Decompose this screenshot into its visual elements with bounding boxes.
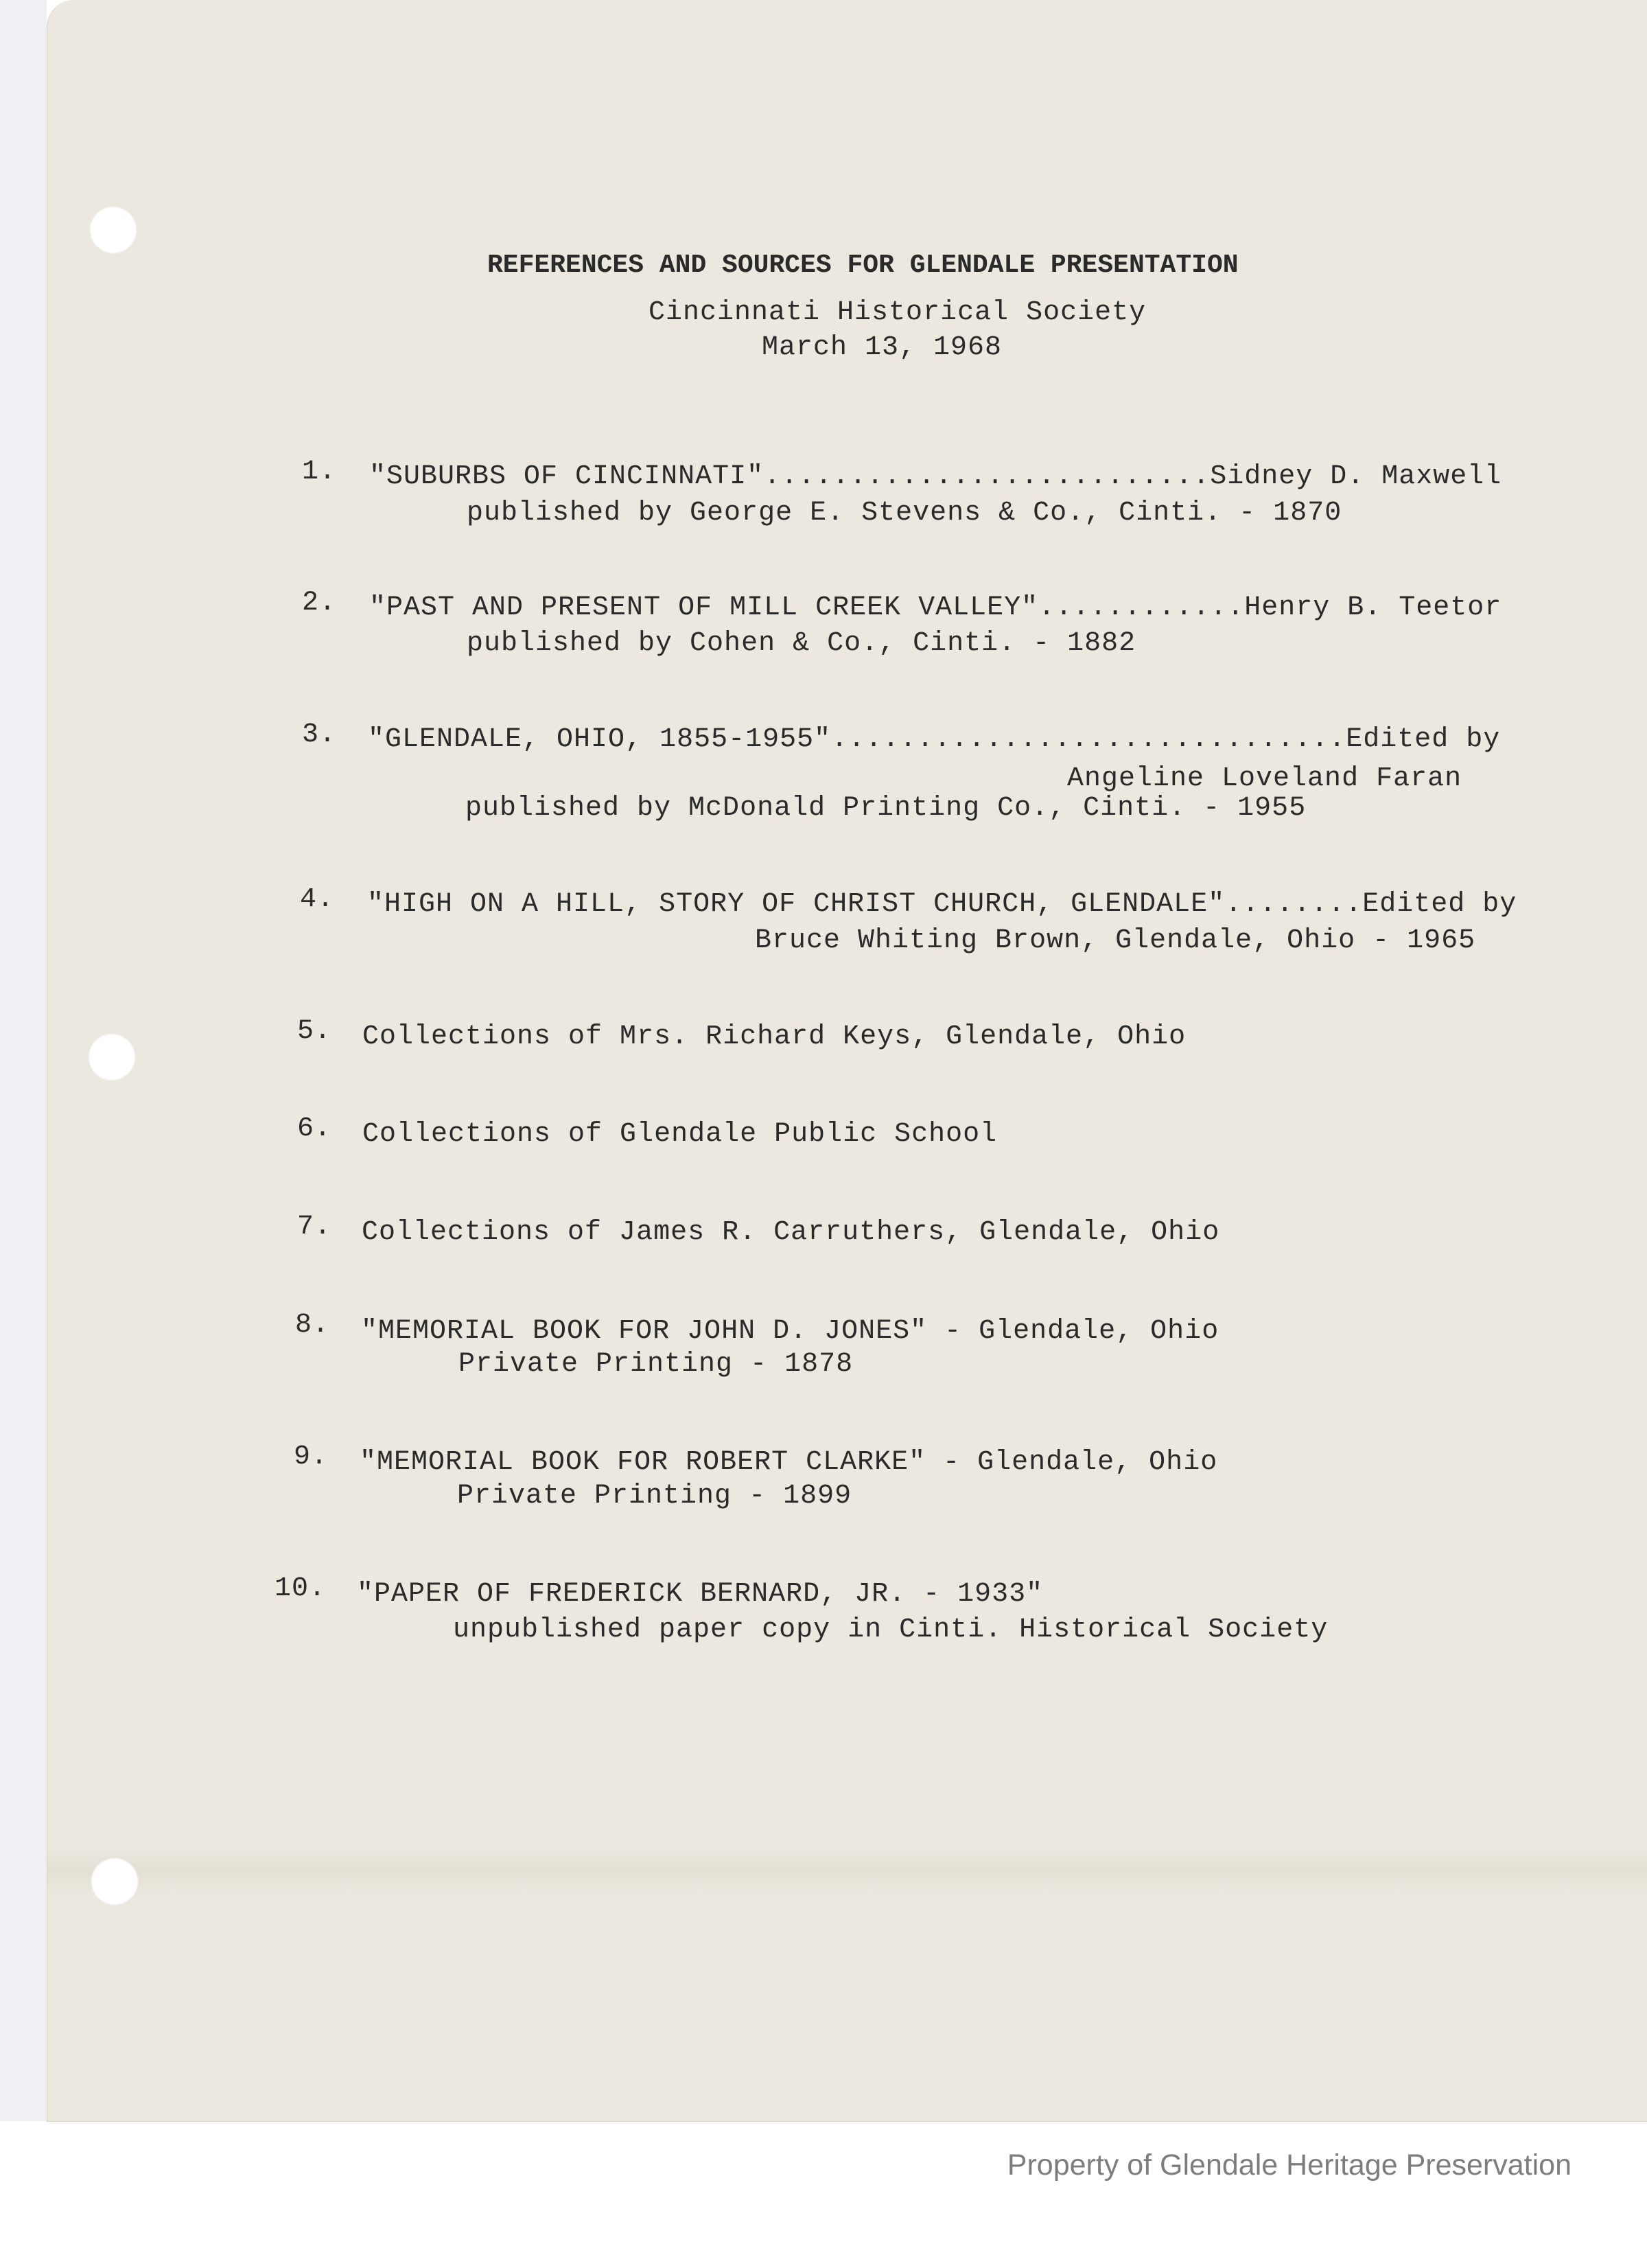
reference-number: 8. (295, 1310, 330, 1341)
reference-title-text: "SUBURBS OF CINCINNATI" (369, 461, 764, 492)
reference-editor: Bruce Whiting Brown, Glendale, Ohio - 1965 (755, 925, 1476, 956)
reference-title-text: "PAST AND PRESENT OF MILL CREEK VALLEY" (369, 592, 1039, 623)
reference-title: Collections of Glendale Public School (362, 1119, 998, 1150)
reference-author: Henry B. Teetor (1244, 592, 1502, 623)
reference-title: Collections of Mrs. Richard Keys, Glendale, Ohio (362, 1021, 1187, 1052)
dot-leader: .............................. (831, 724, 1346, 755)
reference-title (369, 461, 1502, 492)
reference-number: 5. (297, 1016, 332, 1047)
reference-number: 9. (294, 1442, 329, 1472)
reference-title: "MEMORIAL BOOK FOR JOHN D. JONES" - Glendale, Ohio (361, 1316, 1219, 1347)
reference-editor-label: Edited by (1362, 889, 1517, 920)
document-date: March 13, 1968 (762, 332, 1003, 363)
reference-publication: published by McDonald Printing Co., Cinti. - 1955 (465, 793, 1307, 824)
reference-number: 2. (302, 588, 337, 618)
dot-leader: .......................... (764, 461, 1211, 492)
reference-number: 1. (302, 456, 337, 487)
paper-fold-shadow (47, 1847, 1647, 1895)
reference-publication: Private Printing - 1899 (457, 1481, 852, 1512)
dot-leader: ............ (1038, 592, 1245, 623)
reference-publication: unpublished paper copy in Cinti. Historical Society (453, 1615, 1329, 1645)
reference-title-text: "HIGH ON A HILL, STORY OF CHRIST CHURCH, GLENDALE" (367, 889, 1226, 920)
reference-title: Collections of James R. Carruthers, Glendale, Ohio (362, 1217, 1220, 1248)
reference-editor-label: Edited by (1346, 724, 1501, 755)
dot-leader: ........ (1225, 889, 1363, 920)
left-margin-strip (0, 0, 47, 2121)
reference-number: 7. (297, 1212, 332, 1242)
document-title: REFERENCES AND SOURCES FOR GLENDALE PRESENTATION (487, 251, 1239, 280)
reference-publication: Private Printing - 1878 (458, 1349, 854, 1380)
reference-title (368, 724, 1500, 755)
reference-title (367, 889, 1517, 920)
reference-number: 10. (274, 1573, 327, 1604)
reference-publication: published by George E. Stevens & Co., Cinti. - 1870 (467, 498, 1342, 529)
reference-editor: Angeline Loveland Faran (1067, 763, 1462, 794)
punch-hole-bottom (91, 1858, 139, 1906)
reference-title-text: "GLENDALE, OHIO, 1855-1955" (368, 724, 832, 755)
punch-hole-top (89, 206, 137, 254)
reference-title (369, 592, 1502, 623)
reference-author: Sidney D. Maxwell (1210, 461, 1502, 492)
reference-publication: published by Cohen & Co., Cinti. - 1882 (467, 628, 1136, 659)
reference-title: "MEMORIAL BOOK FOR ROBERT CLARKE" - Glendale, Ohio (360, 1447, 1218, 1478)
organization-name: Cincinnati Historical Society (649, 297, 1147, 328)
footer-watermark: Property of Glendale Heritage Preservation (1007, 2149, 1572, 2182)
punch-hole-middle (88, 1033, 136, 1081)
reference-number: 6. (297, 1113, 332, 1144)
reference-number: 4. (300, 884, 335, 915)
reference-number: 3. (302, 719, 337, 750)
reference-title: "PAPER OF FREDERICK BERNARD, JR. - 1933" (357, 1579, 1044, 1610)
